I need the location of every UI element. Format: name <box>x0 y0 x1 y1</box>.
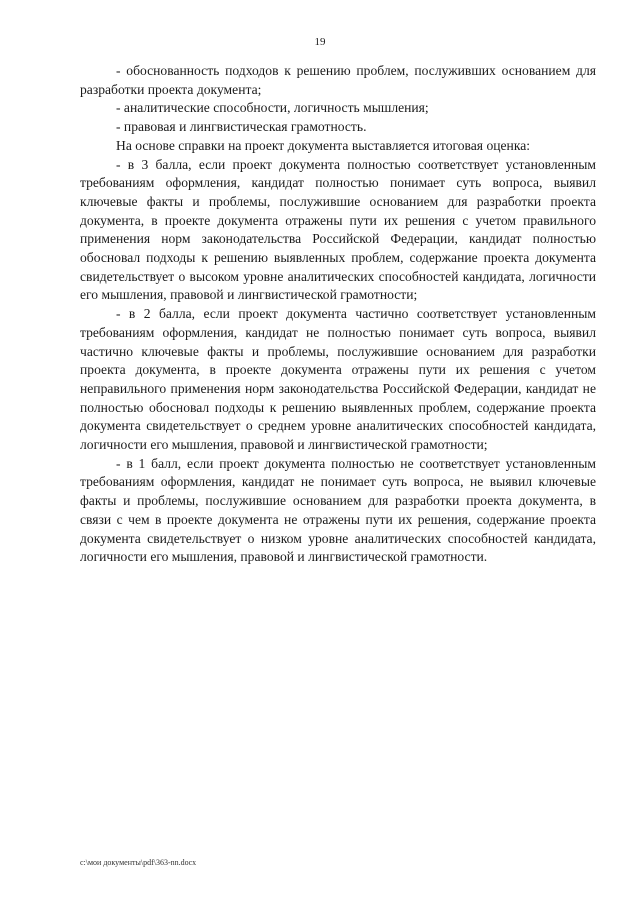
paragraph-criterion-justification: - обоснованность подходов к решению проблем, послуживших основанием для разработки проекта документа; <box>80 63 596 97</box>
page-number: 19 <box>314 36 326 48</box>
footer-file-path: c:\мои документы\pdf\363-nn.docx <box>80 858 197 867</box>
paragraph-grade-3: - в 3 балла, если проект документа полностью соответствует установленным требованиям оформления, кандидат полностью понимает суть вопроса, выявил ключевые факты и проблемы, послужившие основанием для разработки проекта документа, в проекте документа отражены пути их решения с учетом правильного применения норм законодательства Российской Федерации, кандидат полностью обосновал подходы к решению выявленных проблем, содержание проекта документа свидетельствует о высоком уровне аналитических способностей кандидата, логичности его мышления, правовой и лингвистической грамотности; <box>80 156 596 303</box>
paragraph-grade-1: - в 1 балл, если проект документа полностью не соответствует установленным требованиям оформления, кандидат не понимает суть вопроса, не выявил ключевые факты и проблемы, послужившие основанием для разработки проекта документа, в связи с чем в проекте документа не отражены пути их решения, содержание проекта документа свидетельствует о низком уровне аналитических способностей кандидата, логичности его мышления, правовой и лингвистической грамотности. <box>80 455 596 565</box>
document-body <box>80 62 596 567</box>
paragraph-criterion-literacy: - правовая и лингвистическая грамотность. <box>116 119 367 135</box>
paragraph-grade-2: - в 2 балла, если проект документа частично соответствует установленным требованиям оформления, кандидат не полностью понимает суть вопроса, выявил частично ключевые факты и проблемы, послужившие основанием для разработки проекта документа, в проекте документа отражены пути их решения с учетом неправильного применения норм законодательства Российской Федерации, кандидат не полностью обосновал подходы к решению выявленных проблем, содержание проекта документа свидетельствует о среднем уровне аналитических способностей кандидата, логичности его мышления, правовой и лингвистической грамотности; <box>80 306 596 453</box>
paragraph-criterion-analytical: - аналитические способности, логичность мышления; <box>116 100 429 116</box>
paragraph-final-grade-intro: На основе справки на проект документа выставляется итоговая оценка: <box>116 137 531 153</box>
